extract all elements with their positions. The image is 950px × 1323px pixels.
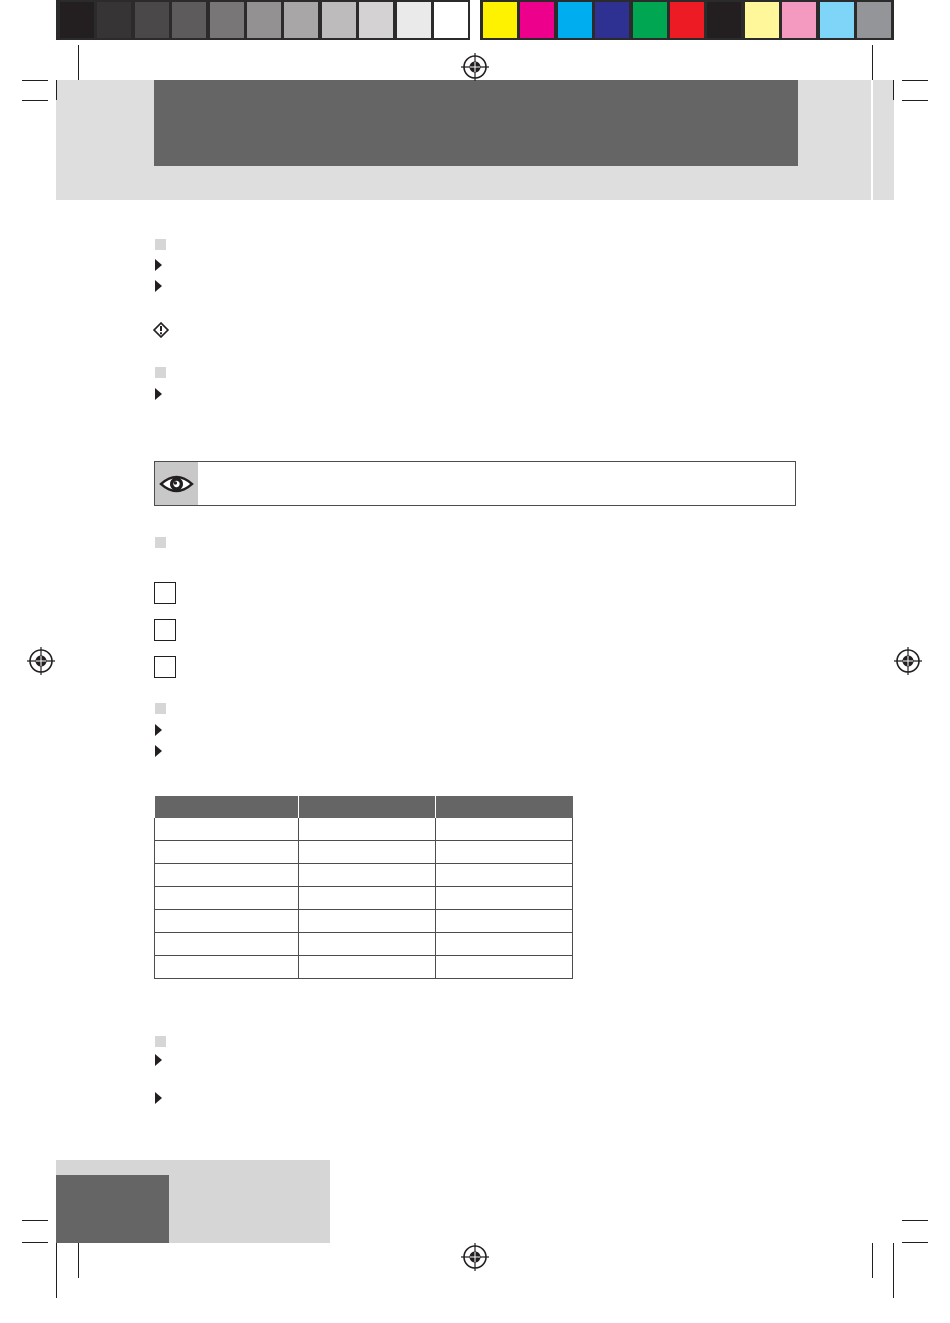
note-box [154,461,796,506]
table-header-row [155,796,573,818]
table-cell [299,818,436,841]
table-header-cell [299,796,436,818]
table-cell [155,910,299,933]
gray-swatch [97,2,131,38]
eye-icon [155,462,198,505]
table-cell [299,864,436,887]
color-swatch [558,2,592,38]
gray-swatch [135,2,169,38]
crop-mark [22,100,48,101]
arrow-bullet-icon [155,1092,162,1104]
checkbox-icon[interactable] [154,582,176,604]
footer-page-tab [56,1175,169,1243]
color-swatch [745,2,779,38]
table-cell [436,887,573,910]
registration-mark-icon [893,646,923,676]
table-cell [155,956,299,979]
table-cell [436,818,573,841]
table-header-cell [436,796,573,818]
note-icon-cell [155,462,198,505]
table-row [155,864,573,887]
square-bullet-icon [155,1036,166,1047]
gray-swatch [247,2,281,38]
gray-swatch [210,2,244,38]
color-swatch [483,2,517,38]
color-swatch [707,2,741,38]
checkbox-icon[interactable] [154,619,176,641]
table-cell [155,864,299,887]
crop-mark [78,1243,79,1278]
square-bullet-icon [155,367,166,378]
crop-mark [902,100,928,101]
warning-diamond-icon [153,322,169,338]
table-cell [299,933,436,956]
table-row [155,956,573,979]
table-cell [299,841,436,864]
table-cell [299,956,436,979]
color-swatch [670,2,704,38]
gray-swatch [434,2,468,38]
arrow-bullet-icon [155,745,162,757]
table-header-cell [155,796,299,818]
table-cell [436,841,573,864]
color-swatch [857,2,891,38]
spec-table [154,796,573,979]
crop-mark [78,45,79,80]
crop-mark [893,1243,894,1298]
gray-swatch [172,2,206,38]
table-cell [299,910,436,933]
crop-mark [22,1220,48,1221]
crop-mark [902,1242,928,1243]
table-cell [299,887,436,910]
gray-swatch [284,2,318,38]
registration-mark-icon [26,646,56,676]
crop-mark [56,1243,57,1298]
crop-mark [22,80,48,81]
table-cell [155,841,299,864]
table-row [155,910,573,933]
crop-mark [872,1243,873,1278]
header-band [154,80,798,166]
table-row [155,818,573,841]
gray-swatch [397,2,431,38]
crop-mark [893,80,894,100]
registration-mark-icon [460,52,490,82]
registration-mark-icon [460,1242,490,1272]
table-row [155,933,573,956]
table-cell [155,933,299,956]
gray-swatch [359,2,393,38]
arrow-bullet-icon [155,280,162,292]
table-row [155,887,573,910]
table-cell [155,887,299,910]
header-right-divider [871,80,873,200]
crop-mark [872,45,873,80]
color-swatch [633,2,667,38]
table-cell [436,910,573,933]
gray-swatch [322,2,356,38]
arrow-bullet-icon [155,724,162,736]
square-bullet-icon [155,239,166,250]
table-row [155,841,573,864]
square-bullet-icon [155,537,166,548]
table-cell [436,933,573,956]
table-cell [155,818,299,841]
checkbox-icon[interactable] [154,656,176,678]
crop-mark [22,1242,48,1243]
color-swatch [820,2,854,38]
color-swatch [595,2,629,38]
crop-mark [902,80,928,81]
crop-mark [902,1220,928,1221]
square-bullet-icon [155,703,166,714]
arrow-bullet-icon [155,388,162,400]
arrow-bullet-icon [155,259,162,271]
gray-swatch [60,2,94,38]
crop-mark [56,80,57,100]
table-cell [436,956,573,979]
color-swatch [520,2,554,38]
table-cell [436,864,573,887]
color-swatch [782,2,816,38]
arrow-bullet-icon [155,1054,162,1066]
